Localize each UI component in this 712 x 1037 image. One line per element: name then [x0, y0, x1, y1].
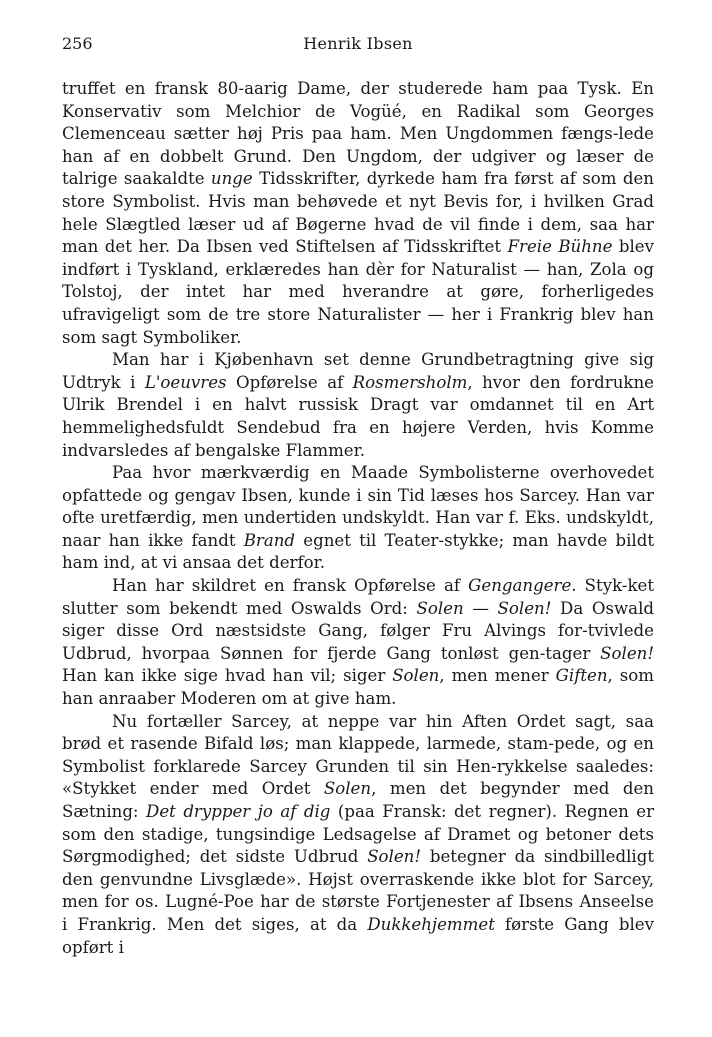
text-run: , men det begynder med den Sætning: [62, 779, 654, 821]
paragraph [62, 462, 654, 575]
paragraph [62, 575, 654, 711]
body-text [62, 78, 654, 959]
text-run: truffet en fransk 80-aarig Dame, der studerede ham paa Tysk. En Konservativ som Melchior de Vogüé, en Radikal som Georges Clemenceau sætter høj Pris paa ham. Men Ungdommen fængs-lede han af en dobbelt Grund. Den Ungdom, der udgiver og læser de talrige saakaldte [62, 79, 654, 189]
paragraph [62, 711, 654, 960]
page-number: 256 [62, 34, 93, 53]
text-run: Man har i Kjøbenhavn set denne Grundbetragtning give sig Udtryk i [62, 350, 654, 392]
text-run: Da Oswald siger disse Ord næstsidste Gang, følger Fru Alvings for-tvivlede Udbrud, hvorpaa Sønnen for fjerde Gang tonløst gen-tager [62, 598, 654, 663]
text-run: Han har skildret en fransk Opførelse af [112, 576, 469, 596]
italic-text: Freie Bühne [507, 237, 613, 257]
text-run: blev indført i Tyskland, erklæredes han dèr for Naturalist — han, Zola og Tolstoj, der intet har med hverandre at gøre, forherligedes ufravigeligt som de tre store Naturalister — her i Frankrig blev han som sagt Symboliker. [62, 237, 654, 347]
running-head [62, 32, 654, 56]
italic-text: Det drypper jo af dig [146, 802, 331, 821]
italic-text: Brand [243, 530, 296, 550]
paragraph [62, 349, 654, 462]
text-run: Tidsskrifter, dyrkede ham fra først af som den store Symbolist. Hvis man behøvede et nyt Bevis for, i hvilken Grad hele Slægtled læser ud af Bøgerne hvad de vil finde i dem, saa har man det her. Da Ibsen ved Stiftelsen af Tidsskriftet [62, 169, 654, 257]
italic-text: Solen! [600, 643, 654, 663]
text-run: (paa Fransk: det regner). Regnen er som den stadige, tungsindige Ledsagelse af Dramet og betoner dets Sørgmodighed; det sidste Udbrud [62, 802, 654, 867]
italic-text: Dukkehjemmet [367, 914, 495, 934]
text-run: Paa hvor mærkværdig en Maade Symbolisterne overhovedet opfattede og gengav Ibsen, kunde i sin Tid læses hos Sarcey. Han var ofte uretfærdig, men undertiden undskyldt. Han var f. Eks. undskyldt, naar han ikke fandt [62, 463, 654, 550]
italic-text: Solen [392, 666, 440, 686]
italic-text: L'oeuvres [144, 372, 227, 392]
italic-text: Rosmersholm [352, 372, 468, 392]
italic-text: Solen — Solen! [416, 598, 552, 618]
text-run: , men mener [439, 666, 556, 686]
book-page [62, 32, 654, 959]
text-run: betegner da sindbilledligt den genvundne Livsglæde». Højst overraskende ikke blot for Sarcey, men for os. Lugné-Poe har de største Fortjenester af Ibsens Anseelse i Frankrig. Men det siges, at da [62, 847, 654, 934]
text-run: Nu fortæller Sarcey, at neppe var hin Aften Ordet sagt, saa brød et rasende Bifald løs; man klappede, larmede, stam-pede, og en Symbolist forklarede Sarcey Grunden til sin Hen-rykkelse saaledes: «Stykket ender med Ordet [62, 711, 654, 799]
text-run: første Gang blev opført i [62, 914, 654, 957]
text-run: , som han anraaber Moderen om at give ham. [62, 666, 654, 709]
text-run: , hvor den fordrukne Ulrik Brendel i en halvt russisk Dragt var omdannet til en Art hemmelighedsfuldt Sendebud fra en højere Verden, hvis Komme indvarsledes af bengalske Flammer. [62, 372, 654, 460]
text-run: egnet til Teater-stykke; man havde bildt ham ind, at vi ansaa det derfor. [62, 530, 654, 573]
italic-text: Giften [555, 666, 608, 686]
italic-text: Solen! [367, 847, 422, 867]
paragraph [62, 78, 654, 349]
italic-text: Solen [323, 779, 372, 799]
italic-text: unge [210, 169, 253, 189]
text-run: . Styk-ket slutter som bekendt med Oswalds Ord: [62, 576, 655, 618]
italic-text: Gengangere [468, 576, 572, 596]
text-run: Opførelse af [226, 372, 353, 392]
text-run: Han kan ikke sige hvad han vil; siger [62, 666, 393, 686]
running-head-title: Henrik Ibsen [303, 34, 413, 53]
